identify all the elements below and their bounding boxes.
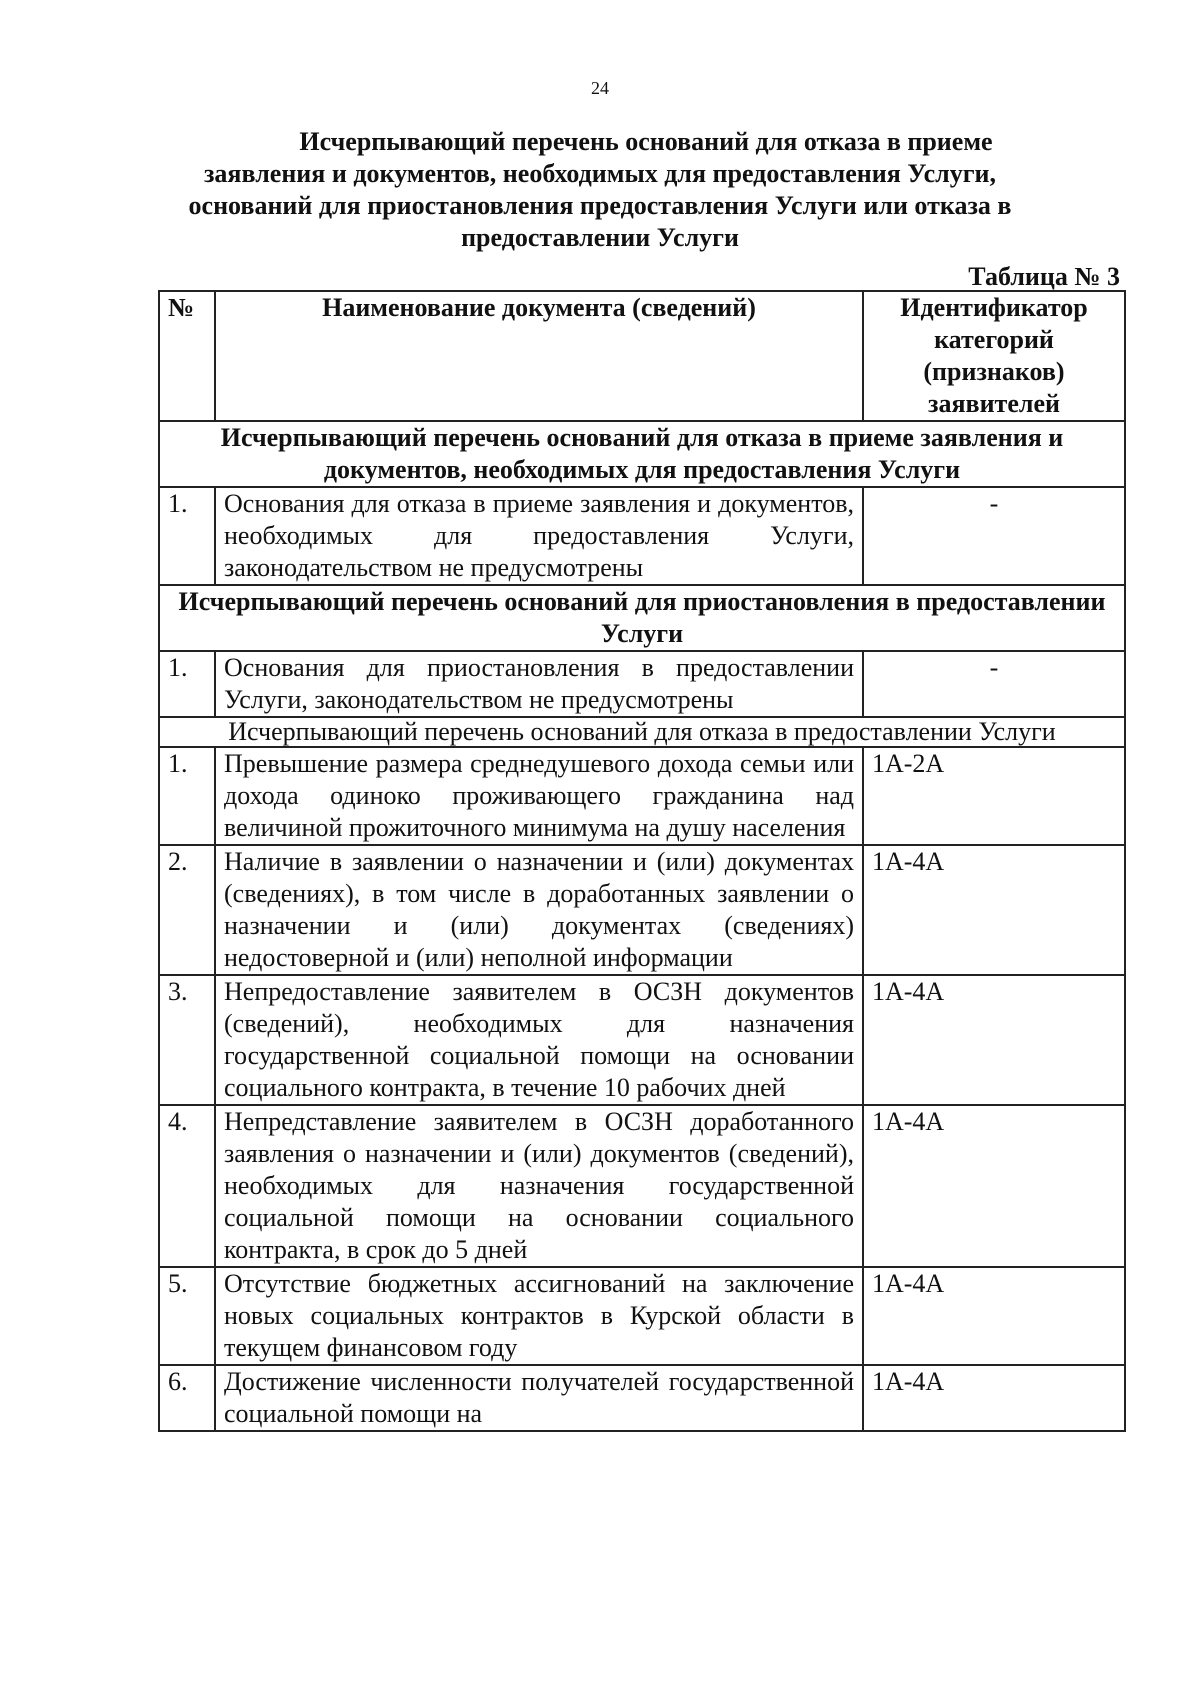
row-document-name: Основания для приостановления в предоставлении Услуги, законодательством не предусмотрены (215, 651, 863, 717)
table-row (159, 487, 1125, 585)
row-document-name: Непредставление заявителем в ОСЗН доработанного заявления о назначении и (или) документов (сведений), необходимых для назначения государственной социальной помощи на основании социального контракта, в срок до 5 дней (215, 1105, 863, 1267)
section-title: Исчерпывающий перечень оснований для отказа в приеме заявления и документов, необходимых для предоставления Услуги (159, 421, 1125, 487)
row-category-id: 1А-4А (863, 975, 1125, 1105)
row-number: 5. (159, 1267, 215, 1365)
title-line: заявления и документов, необходимых для предоставления Услуги, (203, 159, 997, 188)
table-row (159, 845, 1125, 975)
page-number: 24 (591, 78, 609, 98)
header-document-name: Наименование документа (сведений) (215, 291, 863, 421)
row-number: 2. (159, 845, 215, 975)
row-category-id: 1А-4А (863, 1267, 1125, 1365)
row-document-name: Наличие в заявлении о назначении и (или) документах (сведениях), в том числе в доработанных заявлении о назначении и (или) документах (сведениях) недостоверной и (или) неполной информации (215, 845, 863, 975)
section-header-refusal-acceptance (159, 421, 1125, 487)
table-row (159, 1267, 1125, 1365)
section-title: Исчерпывающий перечень оснований для отказа в предоставлении Услуги (159, 717, 1125, 747)
table-row (159, 747, 1125, 845)
row-category-id: 1А-4А (863, 845, 1125, 975)
table-row (159, 975, 1125, 1105)
header-applicant-category-id: Идентификатор категорий (признаков) заявителей (863, 291, 1125, 421)
row-document-name: Отсутствие бюджетных ассигнований на заключение новых социальных контрактов в Курской области в текущем финансовом году (215, 1267, 863, 1365)
row-category-id: - (863, 651, 1125, 717)
row-category-id: 1А-2А (863, 747, 1125, 845)
row-number: 1. (159, 747, 215, 845)
row-number: 1. (159, 651, 215, 717)
row-document-name: Основания для отказа в приеме заявления и документов, необходимых для предоставления Услуги, законодательством не предусмотрены (215, 487, 863, 585)
row-number: 3. (159, 975, 215, 1105)
row-category-id: 1А-4А (863, 1105, 1125, 1267)
row-document-name: Превышение размера среднедушевого дохода семьи или дохода одиноко проживающего гражданина над величиной прожиточного минимума на душу населения (215, 747, 863, 845)
row-document-name: Непредоставление заявителем в ОСЗН документов (сведений), необходимых для назначения государственной социальной помощи на основании социального контракта, в течение 10 рабочих дней (215, 975, 863, 1105)
section-header-refusal-provision (159, 717, 1125, 747)
row-number: 6. (159, 1365, 215, 1431)
row-number: 1. (159, 487, 215, 585)
row-category-id: - (863, 487, 1125, 585)
row-document-name: Достижение численности получателей государственной социальной помощи на (215, 1365, 863, 1431)
table-row (159, 651, 1125, 717)
title-line: Исчерпывающий перечень оснований для отказа в приеме (299, 127, 993, 156)
section-header-suspension (159, 585, 1125, 651)
section-title: Исчерпывающий перечень оснований для приостановления в предоставлении Услуги (159, 585, 1125, 651)
header-number: № (159, 291, 215, 421)
row-category-id: 1А-4А (863, 1365, 1125, 1431)
table-row (159, 1365, 1125, 1431)
table-row (159, 1105, 1125, 1267)
table-header-row (159, 291, 1125, 421)
document-title (150, 126, 1050, 254)
grounds-table (158, 290, 1126, 1432)
table-caption: Таблица № 3 (968, 262, 1120, 291)
title-line: предоставлении Услуги (461, 223, 739, 252)
row-number: 4. (159, 1105, 215, 1267)
title-line: оснований для приостановления предоставления Услуги или отказа в (188, 191, 1012, 220)
